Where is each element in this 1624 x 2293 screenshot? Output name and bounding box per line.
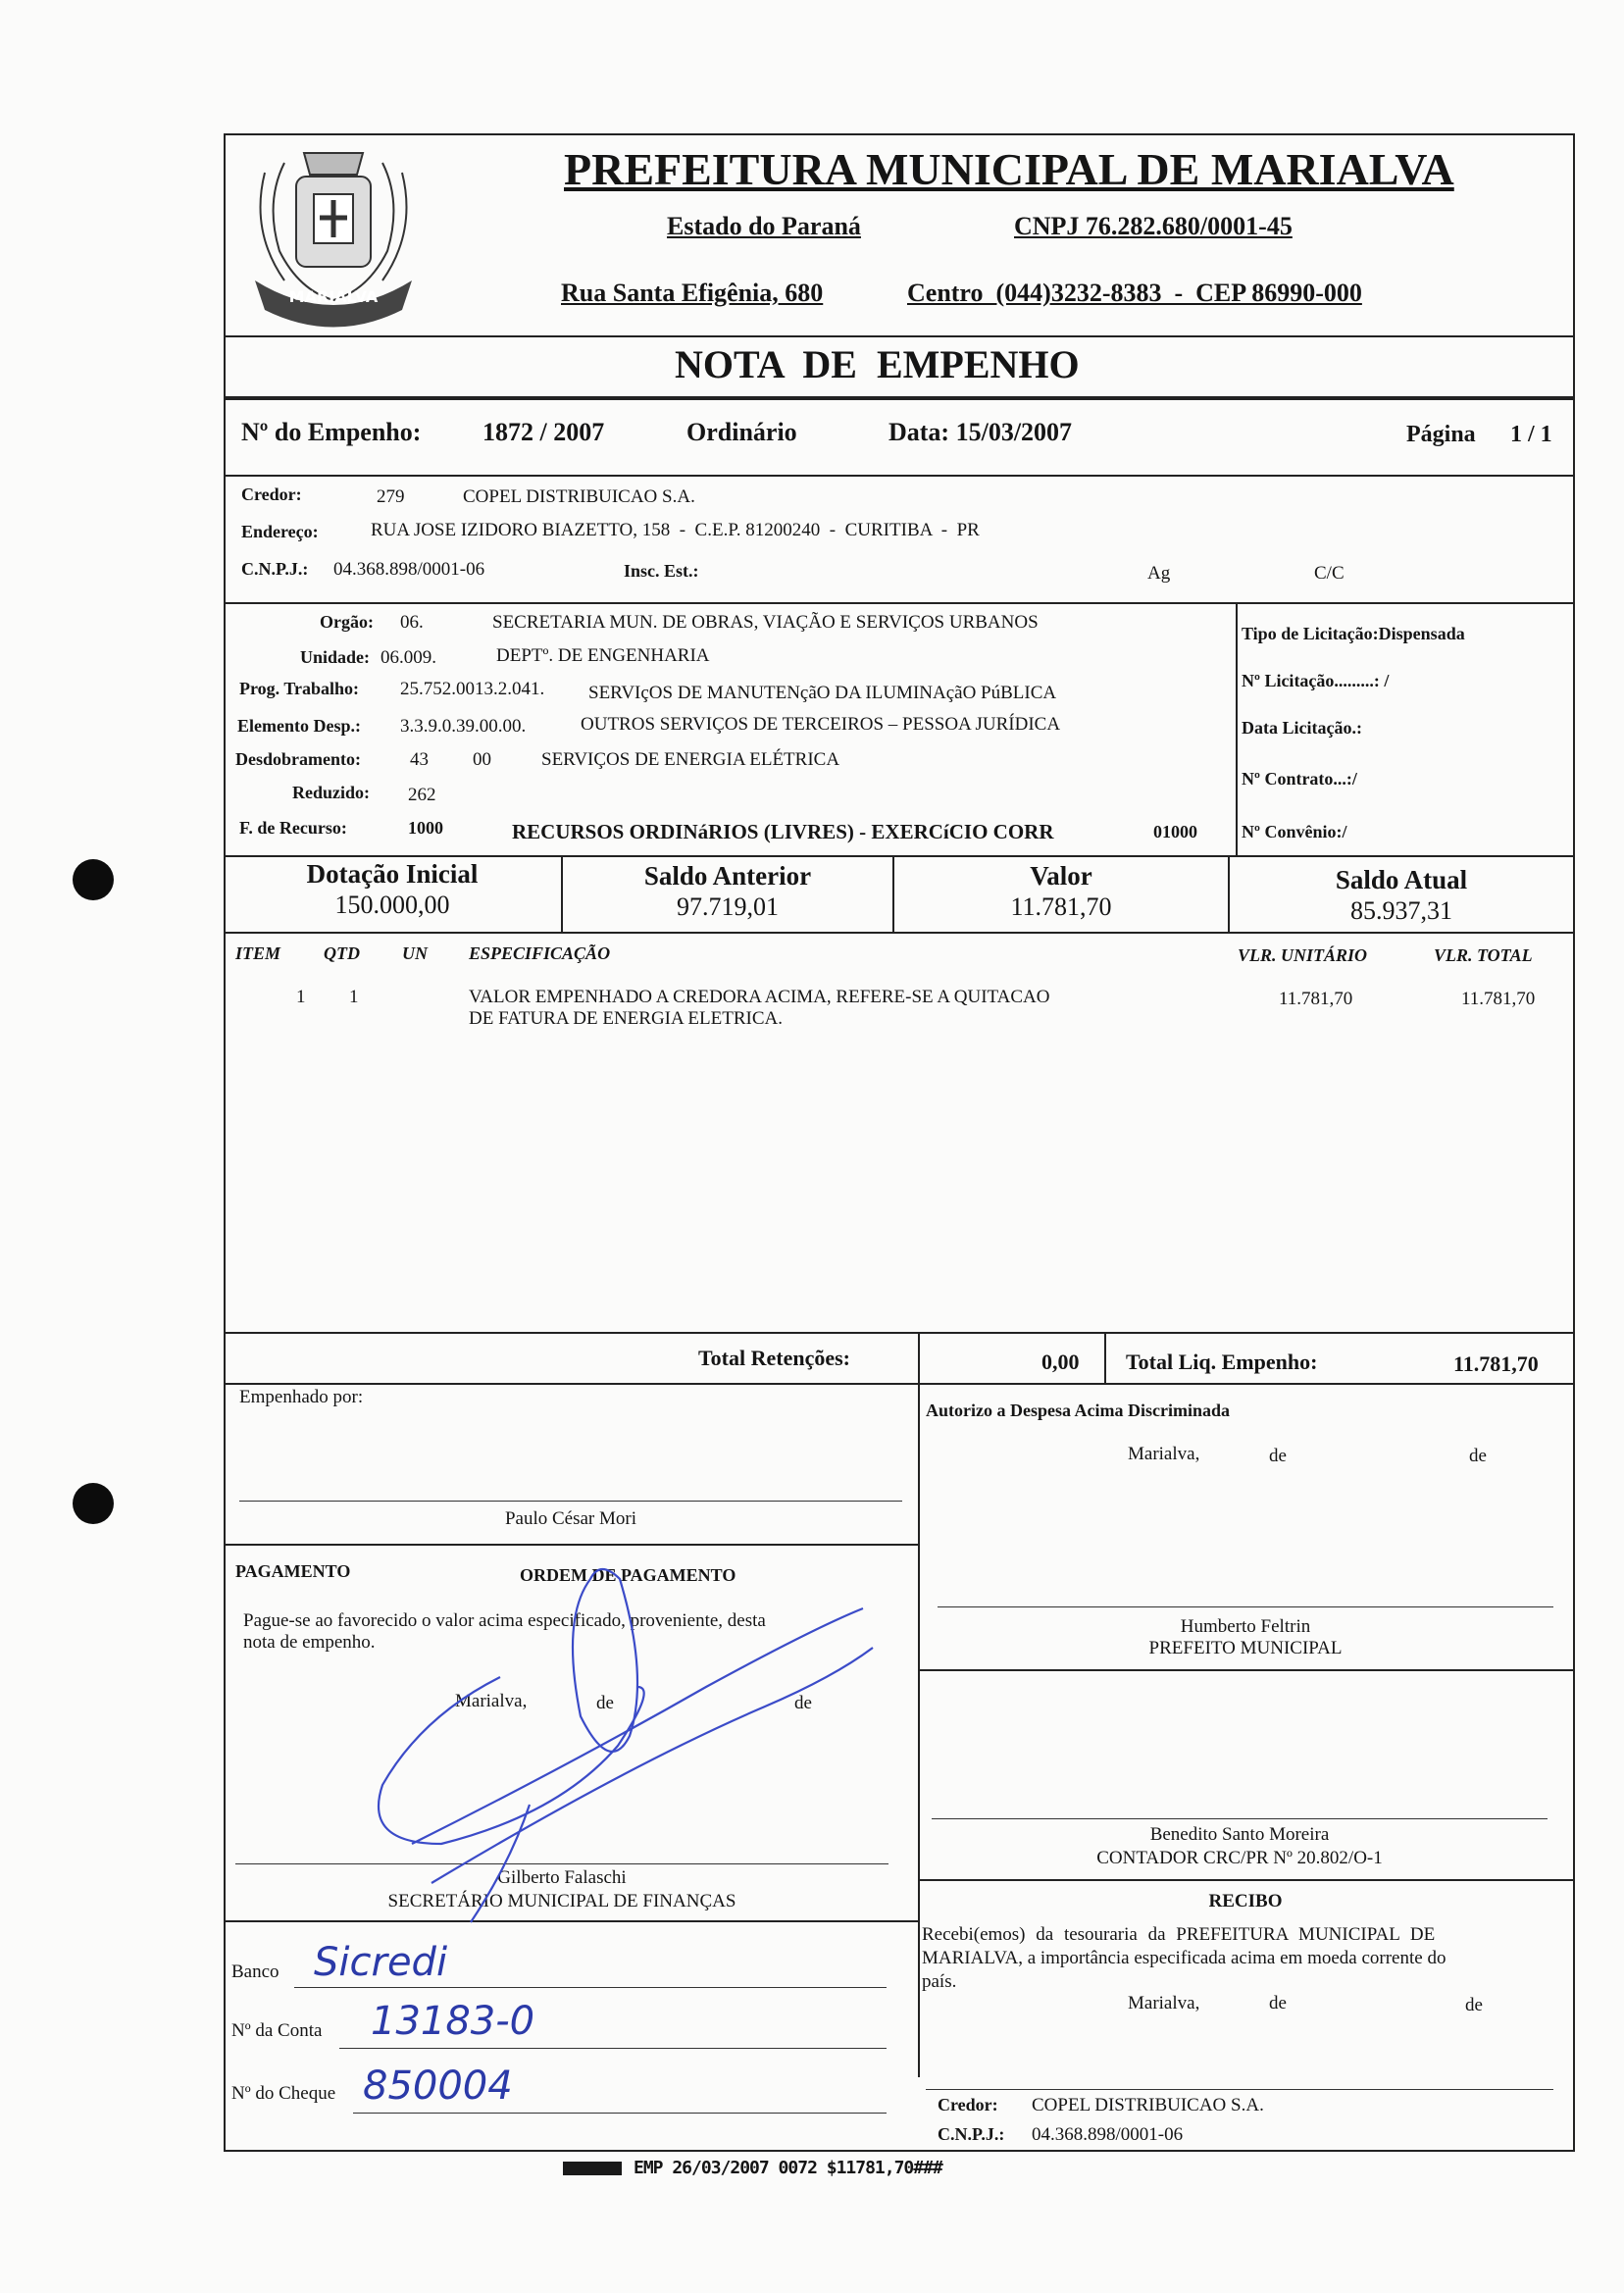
prog-code: 25.752.0013.2.041. (400, 679, 545, 699)
cc-label: C/C (1314, 563, 1345, 584)
header-cnpj: CNPJ 76.282.680/0001-45 (1014, 212, 1293, 240)
recibo-text-line3: país. (922, 1971, 957, 1992)
empenho-date: Data: 15/03/2007 (888, 418, 1073, 446)
desdobramento-name: SERVIÇOS DE ENERGIA ELÉTRICA (541, 749, 840, 770)
col-vlr-total: VLR. TOTAL (1434, 945, 1533, 965)
bank-stamp (563, 2158, 942, 2178)
saldo-atual-value: 85.937,31 (1350, 896, 1452, 925)
municipal-seal (235, 133, 431, 330)
autorizo-de-1: de (1269, 1446, 1287, 1466)
recibo-cnpj-label: C.N.P.J.: (938, 2124, 1005, 2144)
unidade-code: 06.009. (381, 647, 436, 668)
recibo-title: RECIBO (1208, 1891, 1283, 1911)
valor-label: Valor (1030, 861, 1092, 891)
cnpj-value: 04.368.898/0001-06 (333, 559, 485, 580)
recibo-de-1: de (1269, 1993, 1287, 2013)
stamp-text: EMP 26/03/2007 0072 $11781,70### (634, 2158, 942, 2178)
reduzido-value: 262 (408, 785, 436, 805)
header-contact: Centro (044)3232-8383 - CEP 86990-000 (907, 279, 1362, 307)
banco-handwritten: Sicredi (314, 1940, 448, 1985)
secretario-title: SECRETÁRIO MUNICIPAL DE FINANÇAS (387, 1891, 736, 1911)
valor-value: 11.781,70 (1010, 892, 1112, 921)
punch-hole-bottom (73, 1483, 114, 1524)
autorizo-label: Autorizo a Despesa Acima Discriminada (926, 1401, 1230, 1420)
cnpj-label: C.N.P.J.: (241, 559, 309, 579)
handwritten-signature (373, 1550, 922, 1942)
dotacao-label: Dotação Inicial (306, 859, 479, 889)
elemento-name: OUTROS SERVIÇOS DE TERCEIROS – PESSOA JURÍDICA (581, 714, 1061, 735)
credor-name: COPEL DISTRIBUICAO S.A. (463, 486, 695, 507)
retencoes-value: 0,00 (1041, 1350, 1080, 1374)
recurso-name: RECURSOS ORDINáRIOS (LIVRES) - EXERCíCIO CORR (512, 820, 1054, 843)
unidade-name: DEPTº. DE ENGENHARIA (496, 645, 710, 666)
elemento-code: 3.3.9.0.39.00.00. (400, 716, 527, 737)
page-title: PREFEITURA MUNICIPAL DE MARIALVA (564, 144, 1454, 194)
row-item: 1 (296, 987, 306, 1007)
saldo-anterior-value: 97.719,01 (677, 892, 779, 921)
contador-name: Benedito Santo Moreira (1149, 1824, 1330, 1845)
cheque-label: Nº do Cheque (231, 2083, 336, 2104)
header-street: Rua Santa Efigênia, 680 (561, 279, 824, 307)
licitacao-tipo: Tipo de Licitação:Dispensada (1242, 624, 1465, 643)
recibo-text-line2: MARIALVA, a importância especificada acima em moeda corrente do (922, 1948, 1446, 1968)
empenhado-label: Empenhado por: (239, 1387, 364, 1407)
empenho-type: Ordinário (686, 418, 797, 446)
credor-code: 279 (377, 486, 405, 507)
recurso-code: 1000 (408, 818, 443, 838)
col-vlr-unitario: VLR. UNITÁRIO (1238, 945, 1368, 965)
row-qtd: 1 (349, 987, 359, 1007)
pagamento-text-line2: nota de empenho. (243, 1632, 376, 1653)
conta-handwritten: 13183-0 (371, 1999, 535, 2044)
empenho-label: Nº do Empenho: (241, 418, 422, 446)
reduzido-label: Reduzido: (292, 783, 371, 802)
ag-label: Ag (1147, 563, 1171, 584)
unidade-label: Unidade: (300, 647, 371, 667)
saldo-anterior-label: Saldo Anterior (643, 861, 812, 891)
col-un: UN (402, 943, 428, 963)
pagamento-text-line1: Pague-se ao favorecido o valor acima especificado, proveniente, desta (243, 1610, 766, 1631)
pagamento-de-1: de (596, 1693, 614, 1713)
col-especificacao: ESPECIFICAÇÃO (469, 943, 611, 963)
empenho-number: 1872 / 2007 (482, 418, 605, 446)
orgao-name: SECRETARIA MUN. DE OBRAS, VIAÇÃO E SERVIÇOS URBANOS (492, 612, 1039, 633)
contrato-number: Nº Contrato...:/ (1242, 769, 1357, 789)
convenio-number: Nº Convênio:/ (1242, 822, 1347, 841)
state-label: Estado do Paraná (667, 212, 861, 240)
desdobramento-label: Desdobramento: (235, 749, 361, 769)
insc-label: Insc. Est.: (624, 561, 699, 581)
orgao-code: 06. (400, 612, 424, 633)
saldo-atual-label: Saldo Atual (1335, 865, 1468, 894)
col-qtd: QTD (324, 943, 360, 963)
secretario-name: Gilberto Falaschi (497, 1867, 627, 1888)
row-total-value: 11.781,70 (1461, 989, 1536, 1009)
dotacao-value: 150.000,00 (334, 891, 450, 919)
prefeito-name: Humberto Feltrin (1180, 1616, 1311, 1637)
cheque-handwritten: 850004 (363, 2064, 513, 2109)
conta-label: Nº da Conta (231, 2020, 323, 2041)
liquido-value: 11.781,70 (1453, 1351, 1539, 1376)
document-title: NOTA DE EMPENHO (675, 342, 1080, 386)
autorizo-de-2: de (1469, 1446, 1487, 1466)
liquido-label: Total Liq. Empenho: (1126, 1350, 1318, 1374)
col-item: ITEM (235, 943, 281, 963)
recibo-place: Marialva, (1128, 1993, 1200, 2013)
autorizo-place: Marialva, (1128, 1444, 1200, 1464)
contador-title: CONTADOR CRC/PR Nº 20.802/O-1 (1096, 1848, 1383, 1868)
licitacao-data: Data Licitação.: (1242, 718, 1362, 738)
page-number: 1 / 1 (1510, 422, 1552, 447)
stamp-bar-icon (563, 2162, 622, 2175)
row-desc-line2: DE FATURA DE ENERGIA ELETRICA. (469, 1008, 783, 1029)
recibo-text-line1: Recebi(emos) da tesouraria da PREFEITURA MUNICIPAL DE (922, 1924, 1436, 1945)
recurso-label: F. de Recurso: (239, 818, 347, 838)
recibo-credor-name: COPEL DISTRIBUICAO S.A. (1032, 2095, 1264, 2115)
recibo-de-2: de (1465, 1995, 1483, 2015)
row-unit-value: 11.781,70 (1279, 989, 1353, 1009)
orgao-label: Orgão: (320, 612, 374, 632)
recibo-cnpj-value: 04.368.898/0001-06 (1032, 2124, 1184, 2145)
ordem-pagamento-label: ORDEM DE PAGAMENTO (520, 1565, 736, 1585)
address-label: Endereço: (241, 522, 319, 541)
retencoes-label: Total Retenções: (698, 1346, 850, 1370)
desdobramento-code: 43 (410, 749, 429, 770)
seal-label: MARIALVA (288, 287, 379, 306)
empenhado-name: Paulo César Mori (504, 1508, 637, 1529)
banco-label: Banco (231, 1962, 279, 1982)
punch-hole-top (73, 859, 114, 900)
pagamento-label: PAGAMENTO (235, 1561, 351, 1581)
row-desc-line1: VALOR EMPENHADO A CREDORA ACIMA, REFERE-SE A QUITACAO (469, 987, 1050, 1007)
licitacao-numero: Nº Licitação.........: / (1242, 671, 1390, 690)
address-value: RUA JOSE IZIDORO BIAZETTO, 158 - C.E.P. 81200240 - CURITIBA - PR (371, 520, 980, 540)
elemento-label: Elemento Desp.: (237, 716, 361, 736)
credor-label: Credor: (241, 484, 302, 504)
prefeito-title: PREFEITO MUNICIPAL (1148, 1638, 1343, 1658)
page-label: Página (1406, 422, 1476, 447)
pagamento-place: Marialva, (455, 1691, 528, 1711)
recurso-number: 01000 (1153, 822, 1197, 841)
recibo-credor-label: Credor: (938, 2095, 998, 2115)
prog-name: SERVIçOS DE MANUTENçãO DA ILUMINAçãO PúBLICA (588, 683, 1057, 703)
pagamento-de-2: de (794, 1693, 812, 1713)
prog-label: Prog. Trabalho: (239, 679, 360, 698)
desdobramento-sub: 00 (473, 749, 491, 770)
